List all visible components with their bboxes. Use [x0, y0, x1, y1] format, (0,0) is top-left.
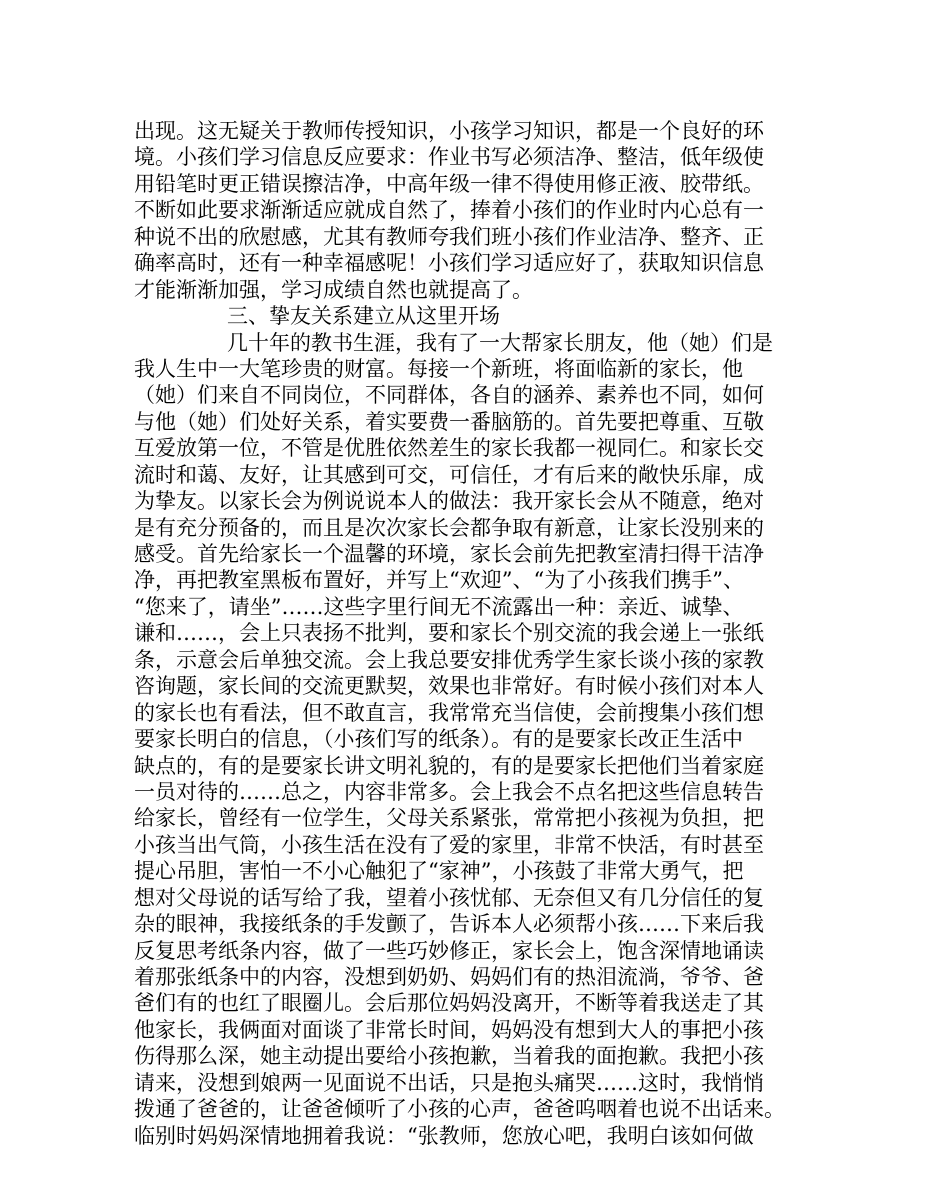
text-line: 条，示意会后单独交流。会上我总要安排优秀学生家长谈小孩的家教 — [134, 647, 764, 672]
text-line: 咨询题，家长间的交流更默契，效果也非常好。有时候小孩们对本人 — [134, 674, 764, 699]
text-line: 拨通了爸爸的，让爸爸倾听了小孩的心声，爸爸呜咽着也说不出话来。 — [134, 1097, 785, 1122]
text-line: 提心吊胆，害怕一不小心触犯了“家神”，小孩鼓了非常大勇气，把 — [134, 859, 744, 884]
text-line: 流时和蔼、友好，让其感到可交，可信任，才有后来的敞快乐扉，成 — [134, 462, 764, 487]
document-body — [134, 118, 818, 1149]
paragraph-parent-relations — [134, 330, 818, 1150]
text-line: 爸们有的也红了眼圈儿。会后那位妈妈没离开，不断等着我送走了其 — [134, 991, 764, 1016]
text-line: 出现。这无疑关于教师传授知识，小孩学习知识，都是一个良好的环 — [134, 119, 764, 143]
paragraph-continued — [134, 118, 818, 303]
text-line: 反复思考纸条内容，做了一些巧妙修正，家长会上，饱含深情地诵读 — [134, 938, 764, 963]
text-line: 伤得那么深，她主动提出要给小孩抱歉，当着我的面抱歉。我把小孩 — [134, 1044, 764, 1069]
text-line: 给家长，曾经有一位学生，父母关系紧张，常常把小孩视为负担，把 — [134, 806, 764, 831]
text-line: 一员对待的……总之，内容非常多。会上我会不点名把这些信息转告 — [134, 779, 764, 804]
text-line: “您来了，请坐”……这些字里行间无不流露出一种：亲近、诚挚、 — [134, 594, 744, 619]
text-line: 才能渐渐加强，学习成绩自然也就提高了。 — [134, 277, 533, 302]
section-heading: 三、挚友关系建立从这里开场 — [227, 304, 500, 329]
text-line: 境。小孩们学习信息反应要求：作业书写必须洁净、整洁，低年级使 — [134, 145, 764, 170]
text-line: 为挚友。以家长会为例说说本人的做法：我开家长会从不随意，绝对 — [134, 489, 764, 514]
text-line: 与他（她）们处好关系，着实要费一番脑筋的。首先要把尊重、互敬 — [134, 409, 764, 434]
text-line: 感受。首先给家长一个温馨的环境，家长会前先把教室清扫得干洁净 — [134, 542, 764, 566]
text-line: 临别时妈妈深情地拥着我说：“张教师，您放心吧，我明白该如何做 — [134, 1123, 754, 1148]
text-line: 缺点的，有的是要家长讲文明礼貌的，有的是要家长把他们当着家庭 — [134, 753, 764, 778]
text-line: 我人生中一大笔珍贵的财富。每接一个新班，将面临新的家长，他 — [134, 356, 743, 381]
text-line: 着那张纸条中的内容，没想到奶奶、妈妈们有的热泪流淌，爷爷、爸 — [134, 965, 764, 989]
text-line: 是有充分预备的，而且是次次家长会都争取有新意，让家长没别来的 — [134, 515, 764, 540]
text-line: 不断如此要求渐渐适应就成自然了，捧着小孩们的作业时内心总有一 — [134, 198, 764, 223]
text-line: 他家长，我俩面对面谈了非常长时间，妈妈没有想到大人的事把小孩 — [134, 1017, 764, 1042]
text-line: 用铅笔时更正错误擦洁净，中高年级一律不得使用修正液、胶带纸。 — [134, 171, 764, 196]
text-line: 要家长明白的信息，（小孩们写的纸条）。有的是要家长改正生活中 — [134, 727, 743, 752]
text-line: 小孩当出气筒，小孩生活在没有了爱的家里，非常不快活，有时甚至 — [134, 832, 764, 857]
text-line: 想对父母说的话写给了我，望着小孩忧郁、无奈但又有几分信任的复 — [134, 885, 764, 910]
text-line: 几十年的教书生涯，我有了一大帮家长朋友，他（她）们是 — [227, 330, 773, 355]
text-line: 确率高时，还有一种幸福感呢！小孩们学习适应好了，获取知识信息 — [134, 251, 764, 276]
text-line: （她）们来自不同岗位，不同群体，各自的涵养、素养也不同，如何 — [134, 383, 764, 408]
text-line: 谦和……，会上只表扬不批判，要和家长个别交流的我会递上一张纸 — [134, 621, 764, 646]
text-line: 互爱放第一位，不管是优胜依然差生的家长我都一视同仁。和家长交 — [134, 436, 764, 461]
text-line: 的家长也有看法，但不敢直言，我常常充当信使，会前搜集小孩们想 — [134, 700, 764, 725]
text-line: 请来，没想到娘两一见面说不出话，只是抱头痛哭……这时，我悄悄 — [134, 1070, 764, 1095]
text-line: 杂的眼神，我接纸条的手发颤了，告诉本人必须帮小孩……下来后我 — [134, 912, 764, 937]
text-line: 种说不出的欣慰感，尤其有教师夸我们班小孩们作业洁净、整齐、正 — [134, 224, 764, 249]
text-line: 净，再把教室黑板布置好，并写上“欢迎”、“为了小孩我们携手”、 — [134, 568, 744, 593]
